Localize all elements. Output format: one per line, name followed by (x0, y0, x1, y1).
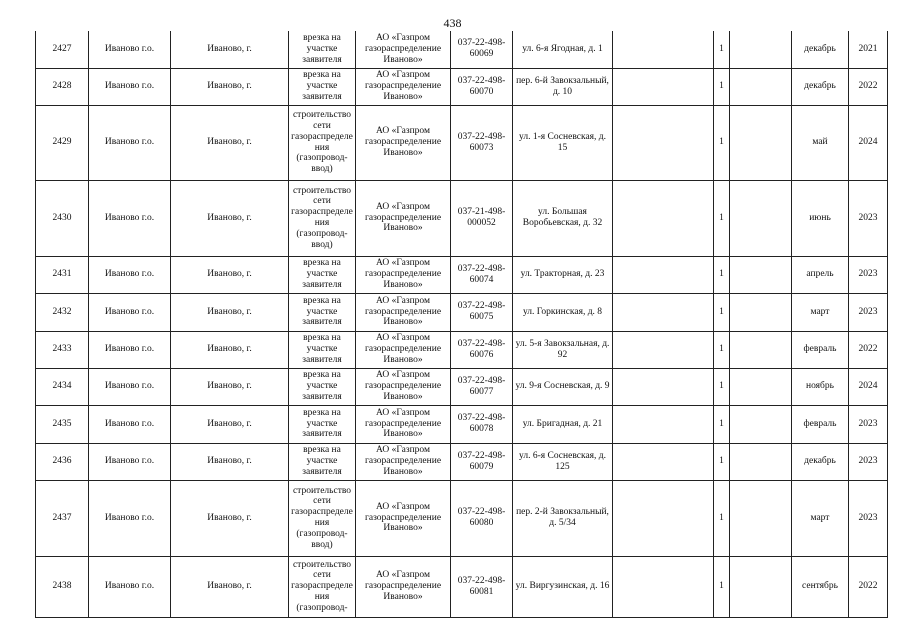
work-type-cell: врезка на участке заявителя (289, 68, 356, 105)
work-type-cell: врезка на участке заявителя (289, 368, 356, 405)
empty-cell (730, 180, 792, 256)
empty-cell (613, 256, 714, 293)
district-cell: Иваново г.о. (89, 368, 171, 405)
year-cell: 2024 (849, 105, 888, 180)
empty-cell (613, 556, 714, 617)
year-cell: 2023 (849, 256, 888, 293)
table-row (36, 293, 888, 331)
work-type-cell: врезка на участке заявителя (289, 31, 356, 68)
work-type-cell: строительство сети газораспределения (газопровод-ввод) (289, 480, 356, 556)
address-cell: ул. Виргузинская, д. 16 (513, 556, 613, 617)
month-cell: март (792, 293, 849, 331)
organization-cell: АО «Газпром газораспределение Иваново» (356, 68, 451, 105)
organization-cell: АО «Газпром газораспределение Иваново» (356, 405, 451, 443)
quantity-cell: 1 (714, 68, 730, 105)
work-type-cell: врезка на участке заявителя (289, 405, 356, 443)
quantity-cell: 1 (714, 105, 730, 180)
table-row (36, 556, 888, 617)
district-cell: Иваново г.о. (89, 443, 171, 480)
locality-cell: Иваново, г. (171, 31, 289, 68)
locality-cell: Иваново, г. (171, 293, 289, 331)
work-type-cell: строительство сети газораспределения (газопровод-ввод) (289, 105, 356, 180)
object-code-cell: 037-21-498-000052 (451, 180, 513, 256)
locality-cell: Иваново, г. (171, 256, 289, 293)
address-cell: ул. 6-я Сосневская, д. 125 (513, 443, 613, 480)
year-cell: 2022 (849, 331, 888, 368)
organization-cell: АО «Газпром газораспределение Иваново» (356, 556, 451, 617)
year-cell: 2022 (849, 556, 888, 617)
row-number-cell: 2432 (36, 293, 89, 331)
work-type-cell: врезка на участке заявителя (289, 331, 356, 368)
row-number-cell: 2430 (36, 180, 89, 256)
object-code-cell: 037-22-498-60079 (451, 443, 513, 480)
quantity-cell: 1 (714, 556, 730, 617)
object-code-cell: 037-22-498-60081 (451, 556, 513, 617)
month-cell: февраль (792, 331, 849, 368)
locality-cell: Иваново, г. (171, 368, 289, 405)
year-cell: 2023 (849, 180, 888, 256)
work-type-cell: врезка на участке заявителя (289, 443, 356, 480)
object-code-cell: 037-22-498-60069 (451, 31, 513, 68)
month-cell: апрель (792, 256, 849, 293)
empty-cell (613, 68, 714, 105)
row-number-cell: 2431 (36, 256, 89, 293)
work-type-cell: врезка на участке заявителя (289, 256, 356, 293)
year-cell: 2023 (849, 480, 888, 556)
district-cell: Иваново г.о. (89, 405, 171, 443)
district-cell: Иваново г.о. (89, 180, 171, 256)
table-row (36, 331, 888, 368)
row-number-cell: 2435 (36, 405, 89, 443)
empty-cell (613, 331, 714, 368)
district-cell: Иваново г.о. (89, 480, 171, 556)
empty-cell (613, 443, 714, 480)
year-cell: 2023 (849, 293, 888, 331)
locality-cell: Иваново, г. (171, 443, 289, 480)
year-cell: 2022 (849, 68, 888, 105)
row-number-cell: 2436 (36, 443, 89, 480)
address-cell: ул. Большая Воробьевская, д. 32 (513, 180, 613, 256)
row-number-cell: 2438 (36, 556, 89, 617)
organization-cell: АО «Газпром газораспределение Иваново» (356, 293, 451, 331)
object-code-cell: 037-22-498-60078 (451, 405, 513, 443)
row-number-cell: 2429 (36, 105, 89, 180)
district-cell: Иваново г.о. (89, 256, 171, 293)
row-number-cell: 2428 (36, 68, 89, 105)
empty-cell (613, 368, 714, 405)
empty-cell (613, 480, 714, 556)
month-cell: ноябрь (792, 368, 849, 405)
object-code-cell: 037-22-498-60075 (451, 293, 513, 331)
empty-cell (613, 180, 714, 256)
organization-cell: АО «Газпром газораспределение Иваново» (356, 31, 451, 68)
quantity-cell: 1 (714, 368, 730, 405)
gas-connections-table (35, 31, 888, 618)
empty-cell (730, 331, 792, 368)
quantity-cell: 1 (714, 443, 730, 480)
district-cell: Иваново г.о. (89, 331, 171, 368)
table-row (36, 31, 888, 68)
empty-cell (730, 556, 792, 617)
year-cell: 2024 (849, 368, 888, 405)
table-container (35, 31, 888, 618)
year-cell: 2021 (849, 31, 888, 68)
address-cell: пер. 2-й Завокзальный, д. 5/34 (513, 480, 613, 556)
month-cell: февраль (792, 405, 849, 443)
month-cell: декабрь (792, 443, 849, 480)
locality-cell: Иваново, г. (171, 480, 289, 556)
district-cell: Иваново г.о. (89, 31, 171, 68)
empty-cell (730, 443, 792, 480)
year-cell: 2023 (849, 405, 888, 443)
quantity-cell: 1 (714, 293, 730, 331)
quantity-cell: 1 (714, 180, 730, 256)
address-cell: ул. Горкинская, д. 8 (513, 293, 613, 331)
empty-cell (730, 31, 792, 68)
address-cell: ул. Бригадная, д. 21 (513, 405, 613, 443)
year-cell: 2023 (849, 443, 888, 480)
empty-cell (730, 405, 792, 443)
organization-cell: АО «Газпром газораспределение Иваново» (356, 480, 451, 556)
quantity-cell: 1 (714, 480, 730, 556)
address-cell: ул. 5-я Завокзальная, д. 92 (513, 331, 613, 368)
empty-cell (730, 480, 792, 556)
table-body (36, 31, 888, 617)
locality-cell: Иваново, г. (171, 405, 289, 443)
quantity-cell: 1 (714, 256, 730, 293)
organization-cell: АО «Газпром газораспределение Иваново» (356, 368, 451, 405)
empty-cell (730, 256, 792, 293)
page-number: 438 (443, 16, 462, 30)
object-code-cell: 037-22-498-60080 (451, 480, 513, 556)
object-code-cell: 037-22-498-60070 (451, 68, 513, 105)
table-row (36, 368, 888, 405)
address-cell: ул. 1-я Сосневская, д. 15 (513, 105, 613, 180)
month-cell: март (792, 480, 849, 556)
table-row (36, 68, 888, 105)
organization-cell: АО «Газпром газораспределение Иваново» (356, 256, 451, 293)
empty-cell (730, 293, 792, 331)
empty-cell (730, 368, 792, 405)
table-row (36, 180, 888, 256)
quantity-cell: 1 (714, 405, 730, 443)
table-row (36, 105, 888, 180)
month-cell: декабрь (792, 31, 849, 68)
row-number-cell: 2427 (36, 31, 89, 68)
row-number-cell: 2437 (36, 480, 89, 556)
locality-cell: Иваново, г. (171, 180, 289, 256)
work-type-cell: строительство сети газораспределения (газопровод-ввод) (289, 180, 356, 256)
address-cell: ул. 9-я Сосневская, д. 9 (513, 368, 613, 405)
organization-cell: АО «Газпром газораспределение Иваново» (356, 180, 451, 256)
address-cell: ул. 6-я Ягодная, д. 1 (513, 31, 613, 68)
object-code-cell: 037-22-498-60073 (451, 105, 513, 180)
empty-cell (613, 405, 714, 443)
district-cell: Иваново г.о. (89, 68, 171, 105)
empty-cell (730, 68, 792, 105)
object-code-cell: 037-22-498-60076 (451, 331, 513, 368)
table-row (36, 443, 888, 480)
empty-cell (730, 105, 792, 180)
empty-cell (613, 105, 714, 180)
object-code-cell: 037-22-498-60074 (451, 256, 513, 293)
locality-cell: Иваново, г. (171, 68, 289, 105)
district-cell: Иваново г.о. (89, 556, 171, 617)
quantity-cell: 1 (714, 31, 730, 68)
organization-cell: АО «Газпром газораспределение Иваново» (356, 331, 451, 368)
address-cell: пер. 6-й Завокзальный, д. 10 (513, 68, 613, 105)
month-cell: май (792, 105, 849, 180)
locality-cell: Иваново, г. (171, 331, 289, 368)
month-cell: сентябрь (792, 556, 849, 617)
table-row (36, 405, 888, 443)
table-row (36, 480, 888, 556)
work-type-cell: строительство сети газораспределения (газопровод- (289, 556, 356, 617)
empty-cell (613, 31, 714, 68)
empty-cell (613, 293, 714, 331)
organization-cell: АО «Газпром газораспределение Иваново» (356, 443, 451, 480)
organization-cell: АО «Газпром газораспределение Иваново» (356, 105, 451, 180)
object-code-cell: 037-22-498-60077 (451, 368, 513, 405)
table-row (36, 256, 888, 293)
row-number-cell: 2433 (36, 331, 89, 368)
district-cell: Иваново г.о. (89, 105, 171, 180)
work-type-cell: врезка на участке заявителя (289, 293, 356, 331)
district-cell: Иваново г.о. (89, 293, 171, 331)
quantity-cell: 1 (714, 331, 730, 368)
locality-cell: Иваново, г. (171, 105, 289, 180)
address-cell: ул. Тракторная, д. 23 (513, 256, 613, 293)
month-cell: декабрь (792, 68, 849, 105)
row-number-cell: 2434 (36, 368, 89, 405)
locality-cell: Иваново, г. (171, 556, 289, 617)
month-cell: июнь (792, 180, 849, 256)
